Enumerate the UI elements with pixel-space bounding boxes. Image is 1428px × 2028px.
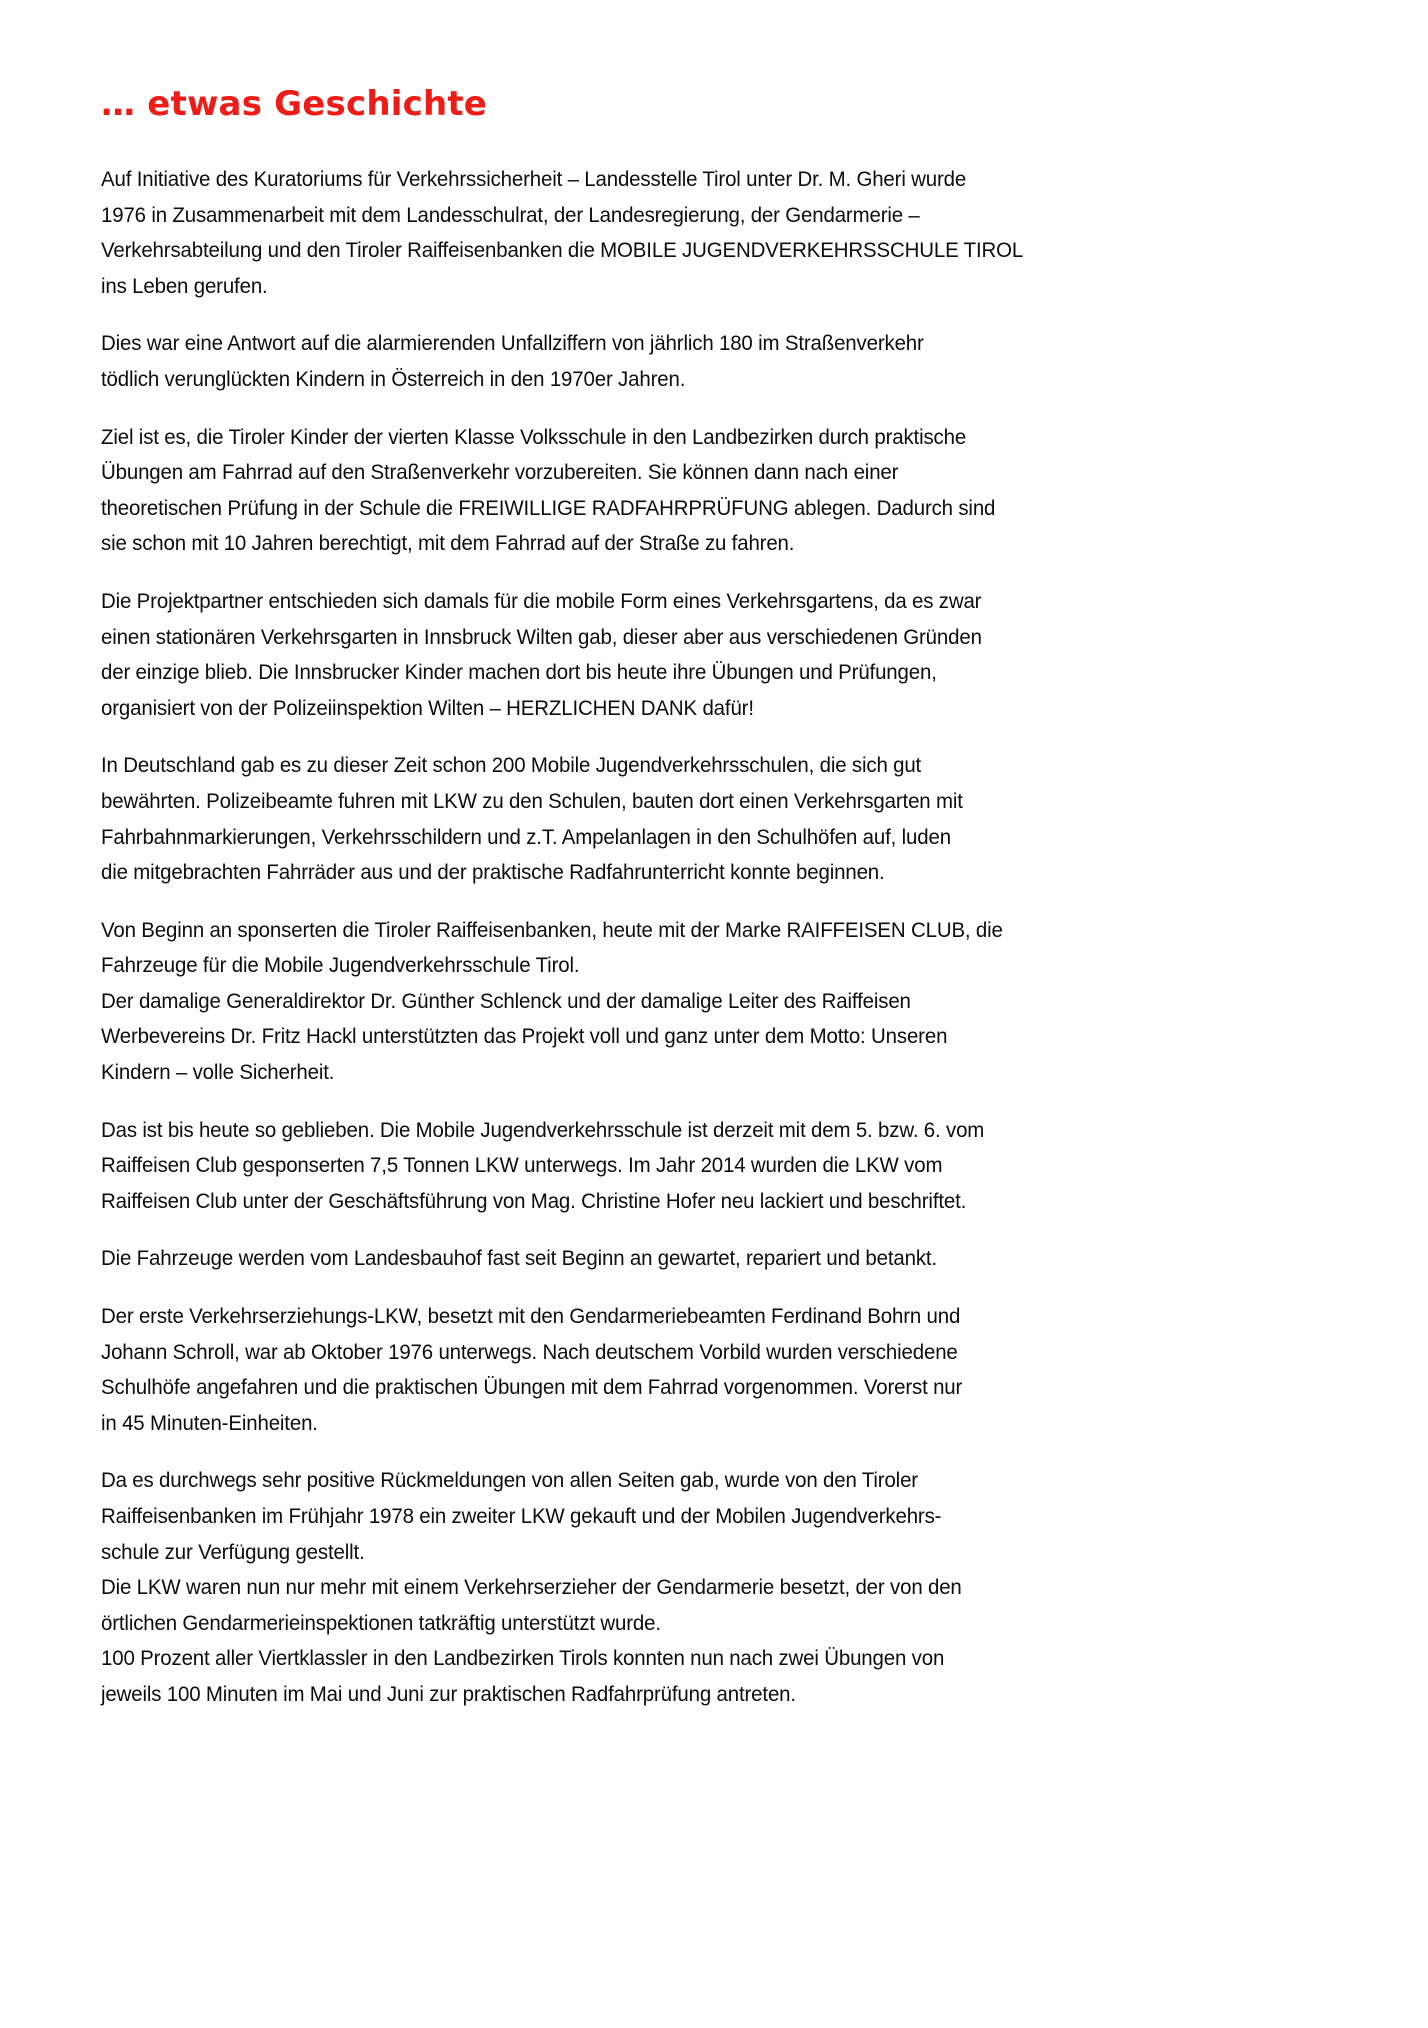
paragraph-line: Ziel ist es, die Tiroler Kinder der vierten Klasse Volksschule in den Landbezirken durch praktische — [101, 425, 967, 449]
paragraph-line: In Deutschland gab es zu dieser Zeit schon 200 Mobile Jugendverkehrsschulen, die sich gut — [101, 754, 922, 778]
paragraph-line: in 45 Minuten-Einheiten. — [101, 1411, 318, 1435]
paragraph-line: Der erste Verkehrserziehungs-LKW, besetzt mit den Gendarmeriebeamten Ferdinand Bohrn und — [101, 1305, 961, 1329]
paragraph — [101, 1299, 974, 1441]
document-content — [101, 82, 1024, 1713]
paragraph — [101, 420, 996, 562]
paragraph-line: sie schon mit 10 Jahren berechtigt, mit dem Fahrrad auf der Straße zu fahren. — [101, 532, 795, 556]
paragraph-line: bewährten. Polizeibeamte fuhren mit LKW zu den Schulen, bauten dort einen Verkehrsgarten mit — [101, 789, 963, 813]
paragraph-line: 100 Prozent aller Viertklassler in den Landbezirken Tirols konnten nun nach zwei Übungen von — [101, 1647, 945, 1671]
paragraph — [101, 1241, 974, 1277]
paragraph — [101, 584, 982, 726]
paragraph-line: Der damalige Generaldirektor Dr. Günther Schlenck und der damalige Leiter des Raiffeisen — [101, 989, 911, 1013]
paragraph — [101, 326, 974, 397]
paragraph-line: Das ist bis heute so geblieben. Die Mobile Jugendverkehrsschule ist derzeit mit dem 5. bzw. 6. vom — [101, 1118, 985, 1142]
paragraph-line: Werbevereins Dr. Fritz Hackl unterstützten das Projekt voll und ganz unter dem Motto: Unseren — [101, 1025, 948, 1049]
paragraph-line: Johann Schroll, war ab Oktober 1976 unterwegs. Nach deutschem Vorbild wurden verschiedene — [101, 1340, 958, 1364]
paragraph — [101, 162, 1024, 304]
paragraph-line: Fahrbahnmarkierungen, Verkehrsschildern und z.T. Ampelanlagen in den Schulhöfen auf, luden — [101, 825, 951, 849]
paragraph-line: tödlich verunglückten Kindern in Österreich in den 1970er Jahren. — [101, 367, 686, 391]
paragraph-line: Kindern – volle Sicherheit. — [101, 1061, 335, 1085]
paragraph — [101, 913, 1003, 1091]
paragraph-line: theoretischen Prüfung in der Schule die FREIWILLIGE RADFAHRPRÜFUNG ablegen. Dadurch sind — [101, 496, 996, 520]
paragraph — [101, 1113, 985, 1220]
paragraph-line: einen stationären Verkehrsgarten in Innsbruck Wilten gab, dieser aber aus verschiedenen Gründen — [101, 625, 982, 649]
paragraph-line: örtlichen Gendarmerieinspektionen tatkräftig unterstützt wurde. — [101, 1611, 661, 1635]
paragraph-line: Die LKW waren nun nur mehr mit einem Verkehrserzieher der Gendarmerie besetzt, der von den — [101, 1576, 962, 1600]
paragraph-line: 1976 in Zusammenarbeit mit dem Landesschulrat, der Landesregierung, der Gendarmerie – — [101, 203, 920, 227]
paragraph-line: Auf Initiative des Kuratoriums für Verkehrssicherheit – Landesstelle Tirol unter Dr. M. Gheri wurde — [101, 168, 967, 191]
paragraph — [101, 1463, 974, 1712]
paragraph-line: schule zur Verfügung gestellt. — [101, 1540, 365, 1564]
paragraph-line: Raiffeisen Club unter der Geschäftsführung von Mag. Christine Hofer neu lackiert und beschriftet. — [101, 1189, 967, 1213]
paragraph-line: Raiffeisenbanken im Frühjahr 1978 ein zweiter LKW gekauft und der Mobilen Jugendverkehrs- — [101, 1505, 942, 1528]
paragraph-line: Fahrzeuge für die Mobile Jugendverkehrsschule Tirol. — [101, 954, 580, 978]
paragraph-line: Da es durchwegs sehr positive Rückmeldungen von allen Seiten gab, wurde von den Tiroler — [101, 1469, 918, 1493]
paragraph-line: Von Beginn an sponserten die Tiroler Raiffeisenbanken, heute mit der Marke RAIFFEISEN CLUB, die — [101, 918, 1003, 942]
paragraph-list — [101, 162, 1024, 1713]
paragraph-line: Die Projektpartner entschieden sich damals für die mobile Form eines Verkehrsgartens, da es zwar — [101, 589, 982, 613]
paragraph-line: der einzige blieb. Die Innsbrucker Kinder machen dort bis heute ihre Übungen und Prüfungen, — [101, 661, 937, 685]
paragraph-line: jeweils 100 Minuten im Mai und Juni zur praktischen Radfahrprüfung antreten. — [101, 1682, 796, 1706]
paragraph-line: organisiert von der Polizeiinspektion Wilten – HERZLICHEN DANK dafür! — [101, 696, 754, 720]
paragraph-line: ins Leben gerufen. — [101, 274, 268, 298]
paragraph-line: Übungen am Fahrrad auf den Straßenverkehr vorzubereiten. Sie können dann nach einer — [101, 461, 899, 485]
paragraph-line: die mitgebrachten Fahrräder aus und der praktische Radfahrunterricht konnte beginnen. — [101, 861, 885, 885]
paragraph-line: Dies war eine Antwort auf die alarmierenden Unfallziffern von jährlich 180 im Straßenverkehr — [101, 332, 924, 356]
paragraph-line: Verkehrsabteilung und den Tiroler Raiffeisenbanken die MOBILE JUGENDVERKEHRSSCHULE TIROL — [101, 239, 1024, 263]
paragraph-line: Die Fahrzeuge werden vom Landesbauhof fast seit Beginn an gewartet, repariert und betankt. — [101, 1247, 937, 1271]
paragraph-line: Schulhöfe angefahren und die praktischen Übungen mit dem Fahrrad vorgenommen. Vorerst nur — [101, 1376, 963, 1400]
page-title: … etwas Geschichte — [101, 84, 488, 124]
paragraph — [101, 748, 974, 890]
paragraph-line: Raiffeisen Club gesponserten 7,5 Tonnen LKW unterwegs. Im Jahr 2014 wurden die LKW vom — [101, 1154, 943, 1178]
